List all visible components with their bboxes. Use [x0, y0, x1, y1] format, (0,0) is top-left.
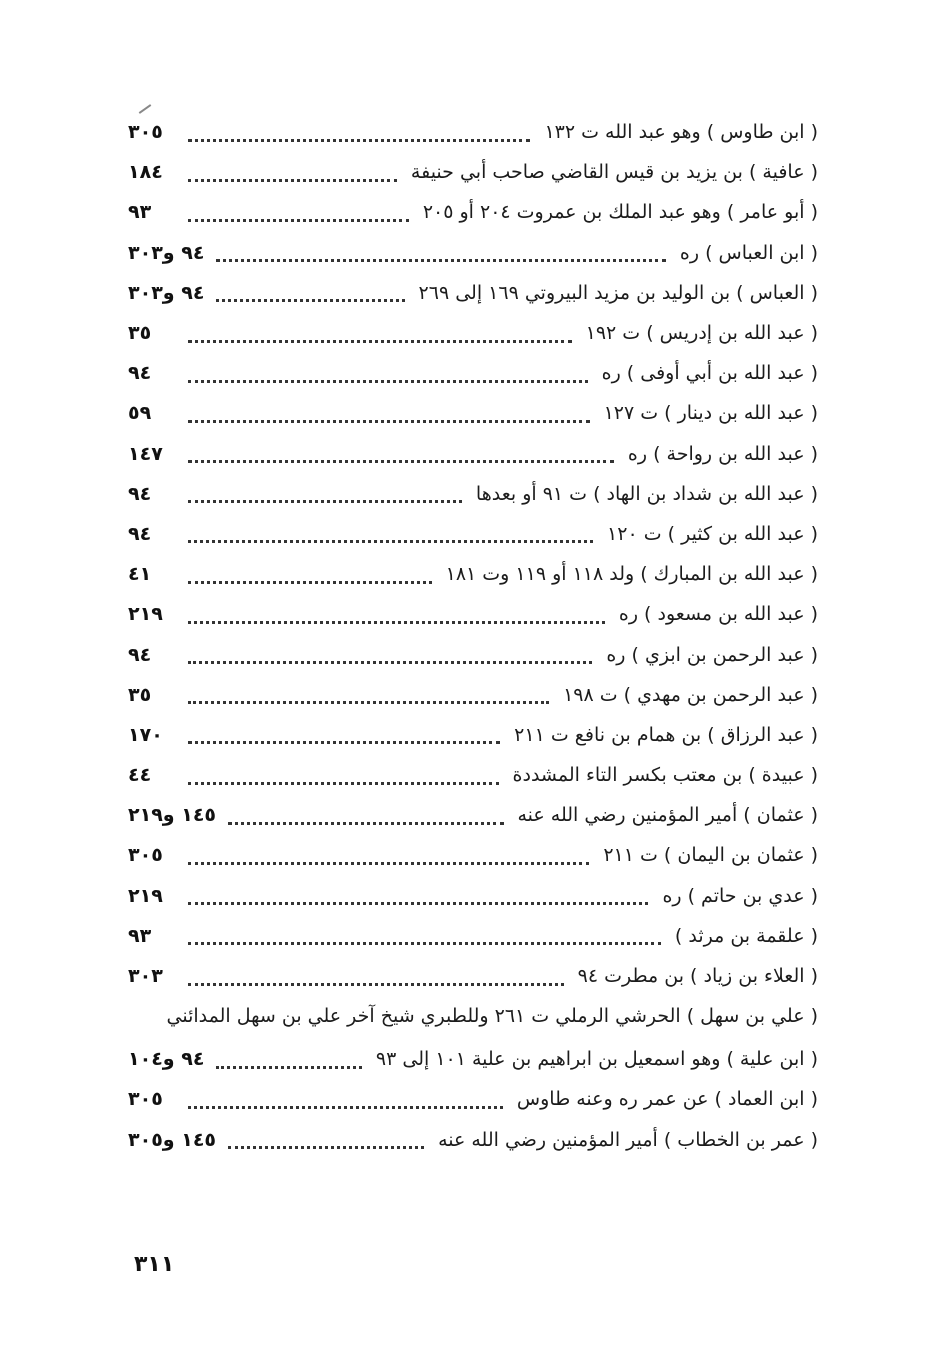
- entry-page-ref: ٣٠٥: [128, 844, 163, 867]
- dot-leader: [188, 601, 605, 624]
- entry-page-ref: ١٤٥ و٣٠٥: [128, 1128, 217, 1151]
- entry-page-ref: ٣٠٥: [128, 121, 163, 144]
- index-entry: [128, 1120, 818, 1160]
- entry-name: ( عبد الله بن رواحة ) ره: [627, 442, 818, 465]
- entry-name: ( عبد الله بن دينار ) ت ١٢٧: [603, 402, 818, 425]
- index-entry: [128, 112, 818, 152]
- dot-leader: [188, 440, 614, 463]
- entry-page-ref: ٩٤: [128, 482, 152, 505]
- index-entry: [128, 514, 818, 554]
- entry-page-ref: ١٨٤: [128, 161, 163, 184]
- entry-name: ( ابن طاوس ) وهو عبد الله ت ١٣٢: [544, 121, 818, 144]
- dot-leader: [188, 681, 549, 704]
- entry-name: ( عبد الله بن مسعود ) ره: [618, 603, 818, 626]
- entry-name: ( عبيدة ) بن معتب بكسر التاء المشددة: [512, 764, 818, 787]
- index-entry: [128, 755, 818, 795]
- dot-leader: [188, 1086, 503, 1109]
- dot-leader: [228, 802, 503, 825]
- index-entry: [128, 233, 818, 273]
- entry-page-ref: ٩٤ و١٠٤: [128, 1048, 205, 1071]
- entry-page-ref: ٩٤ و٣٠٣: [128, 281, 205, 304]
- index-entry: [128, 1079, 818, 1119]
- entry-name: ( أبو عامر ) وهو عبد الملك بن عمروت ٢٠٤ أو ٢٠٥: [422, 201, 818, 224]
- dot-leader: [188, 320, 572, 343]
- dot-leader: [216, 239, 665, 262]
- index-entry: [128, 393, 818, 433]
- entry-name: ( علي بن سهل ) الحرشي الرملي ت ٢٦١ وللطبري شيخ آخر علي بن سهل المدائني: [166, 1005, 818, 1028]
- dot-leader: [228, 1126, 424, 1149]
- dot-leader: [188, 963, 564, 986]
- index-entry: [128, 474, 818, 514]
- dot-leader: [188, 360, 588, 383]
- dot-leader: [188, 882, 648, 905]
- index-entry: [128, 795, 818, 835]
- entry-name: ( عبد الرحمن بن ابزي ) ره: [606, 643, 818, 666]
- dot-leader: [188, 762, 499, 785]
- entry-page-ref: ٩٤: [128, 643, 152, 666]
- entry-name: ( عبد الله بن المبارك ) ولد ١١٨ أو ١١٩ وت ١٨١: [445, 563, 818, 586]
- entry-page-ref: ٢١٩: [128, 603, 163, 626]
- index-entry: [128, 634, 818, 674]
- dot-leader: [188, 641, 592, 664]
- index-entry: [128, 876, 818, 916]
- index-entry: [128, 273, 818, 313]
- entry-name: ( عثمان ) أمير المؤمنين رضي الله عنه: [517, 804, 818, 827]
- entry-name: ( عمر بن الخطاب ) أمير المؤمنين رضي الله عنه: [438, 1128, 818, 1151]
- entry-name: ( عافية ) بن يزيد بن قيس القاضي صاحب أبي حنيفة: [410, 161, 818, 184]
- dot-leader: [216, 279, 404, 302]
- entry-name: ( ابن العماد ) عن عمر ره وعنه طاوس: [516, 1088, 818, 1111]
- dot-leader: [188, 199, 409, 222]
- index-entry: [128, 554, 818, 594]
- entry-page-ref: ٣٠٣: [128, 965, 163, 988]
- entry-page-ref: ١٤٧: [128, 442, 163, 465]
- entry-name: ( عبد الرزاق ) بن همام بن نافع ت ٢١١: [514, 723, 818, 746]
- entry-name: ( العلاء بن زياد ) بن مطرت ٩٤: [577, 965, 818, 988]
- entry-name: ( ابن العباس ) ره: [679, 241, 818, 264]
- entry-name: ( عبد الرحمن بن مهدي ) ت ١٩٨: [563, 683, 818, 706]
- entry-page-ref: ٢١٩: [128, 884, 163, 907]
- entry-name: ( ابن علية ) وهو اسمعيل بن ابراهيم بن علية ١٠١ إلى ٩٣: [375, 1048, 818, 1071]
- index-entry: [128, 715, 818, 755]
- entry-page-ref: ٥٩: [128, 402, 152, 425]
- entry-page-ref: ١٧٠: [128, 723, 163, 746]
- entry-name: ( عبد الله بن أبي أوفى ) ره: [601, 362, 818, 385]
- dot-leader: [188, 721, 500, 744]
- dot-leader: [188, 922, 661, 945]
- index-entry: [128, 1039, 818, 1079]
- dot-leader: [188, 520, 593, 543]
- index-entry: [128, 594, 818, 634]
- index-entry: [128, 675, 818, 715]
- entry-page-ref: ٩٣: [128, 924, 152, 947]
- entry-page-ref: ٩٤ و٣٠٣: [128, 241, 205, 264]
- entry-page-ref: ٩٣: [128, 201, 152, 224]
- index-list: [128, 112, 818, 1160]
- index-entry: [128, 956, 818, 996]
- entry-page-ref: ٣٥: [128, 683, 152, 706]
- index-entry: [128, 434, 818, 474]
- entry-page-ref: ١٤٥ و٢١٩: [128, 804, 217, 827]
- entry-name: ( عبد الله بن إدريس ) ت ١٩٢: [585, 322, 818, 345]
- entry-page-ref: ٩٤: [128, 362, 152, 385]
- entry-page-ref: ٩٤: [128, 522, 152, 545]
- entry-name: ( علقمة بن مرثد ): [674, 924, 818, 947]
- index-entry: [128, 192, 818, 232]
- entry-page-ref: ٣٥: [128, 322, 152, 345]
- entry-name: ( عبد الله بن شداد بن الهاد ) ت ٩١ أو بعدها: [475, 482, 818, 505]
- dot-leader: [216, 1046, 361, 1069]
- index-entry: [128, 996, 818, 1039]
- entry-page-ref: ٤٤: [128, 764, 152, 787]
- index-entry: [128, 835, 818, 875]
- index-entry: [128, 353, 818, 393]
- index-entry: [128, 916, 818, 956]
- dot-leader: [188, 561, 432, 584]
- page-number: ٣١١: [134, 1252, 175, 1277]
- entry-name: ( عدي بن حاتم ) ره: [662, 884, 818, 907]
- entry-page-ref: ٣٠٥: [128, 1088, 163, 1111]
- entry-name: ( عثمان بن اليمان ) ت ٢١١: [603, 844, 818, 867]
- dot-leader: [188, 159, 397, 182]
- dot-leader: [188, 119, 530, 142]
- entry-name: ( عبد الله بن كثير ) ت ١٢٠: [607, 522, 818, 545]
- dot-leader: [188, 400, 590, 423]
- entry-page-ref: ٤١: [128, 563, 152, 586]
- index-entry: [128, 313, 818, 353]
- index-entry: [128, 152, 818, 192]
- dot-leader: [188, 480, 462, 503]
- dot-leader: [188, 842, 589, 865]
- entry-name: ( العباس ) بن الوليد بن مزيد البيروتي ١٦٩ إلى ٢٦٩: [418, 281, 818, 304]
